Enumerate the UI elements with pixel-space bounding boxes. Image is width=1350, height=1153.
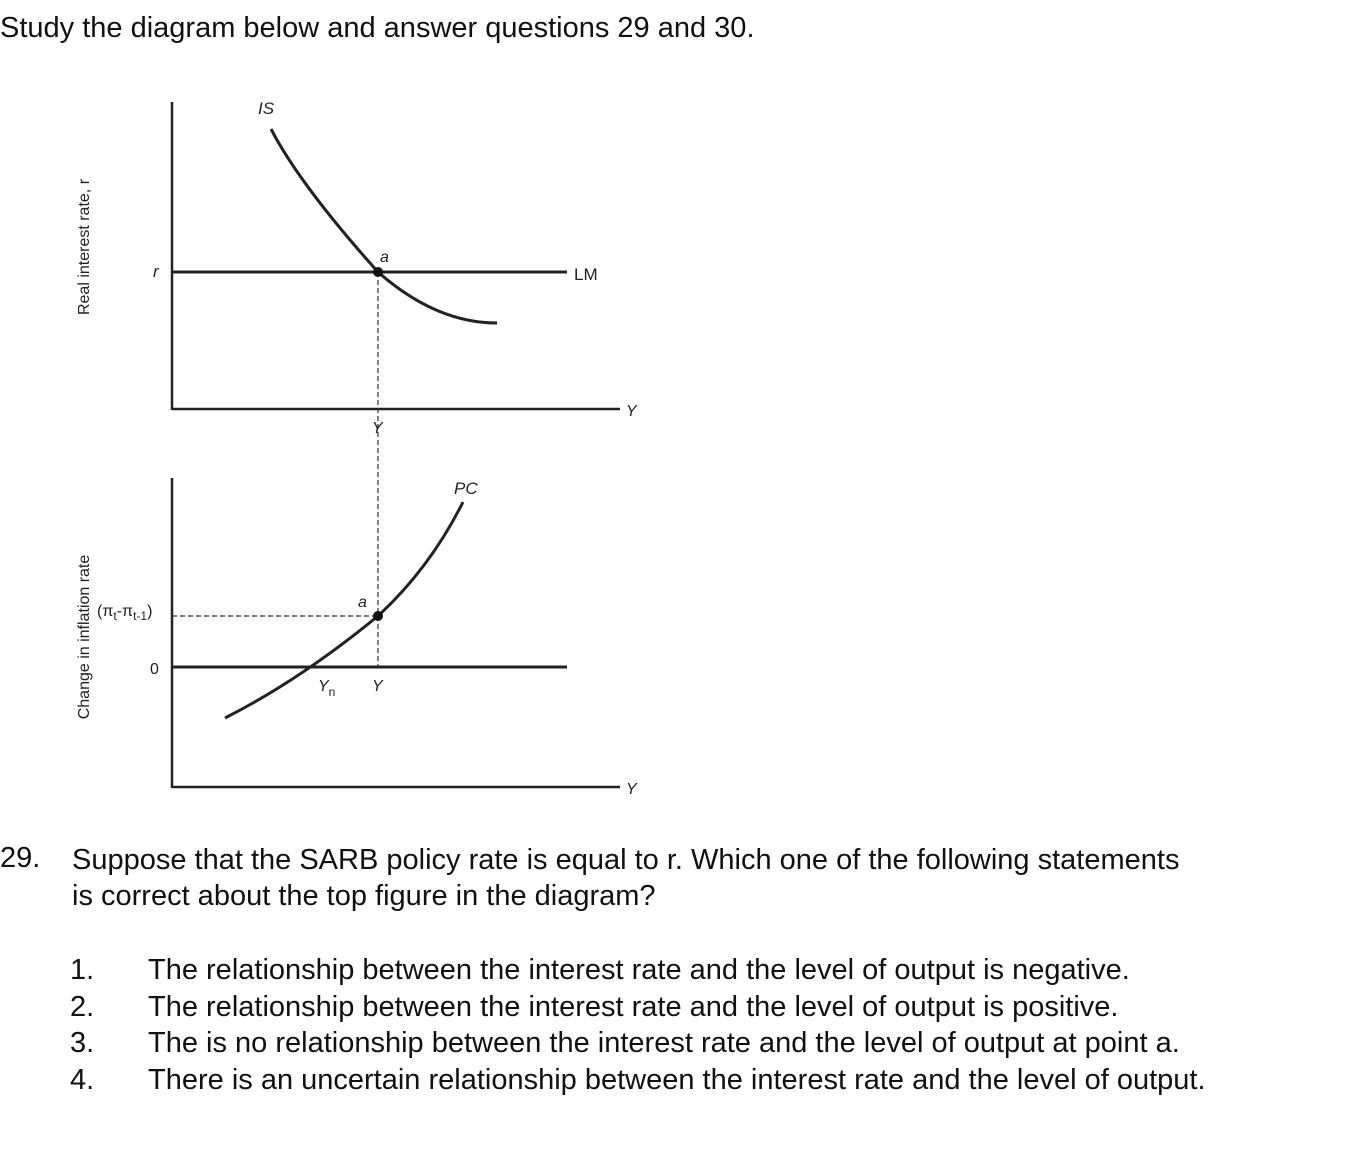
top-equilibrium-point-a (373, 267, 383, 277)
question-text: Suppose that the SARB policy rate is equal to r. Which one of the following statements is correct about the top figure in the diagram? (72, 844, 1180, 912)
is-label: IS (258, 99, 275, 118)
option-number: 4. (70, 1063, 95, 1096)
bottom-point-a-label: a (358, 594, 367, 611)
question-number: 29. (0, 842, 41, 874)
top-r-tick-label: r (153, 262, 159, 281)
top-point-a-label: a (380, 249, 389, 266)
inflation-change-tick-label: $(\pi_t-\pi_{t-1})$ (97, 603, 153, 623)
option-text: The relationship between the interest rate and the level of output is negative. (148, 954, 1130, 986)
bottom-point-a (373, 611, 383, 621)
answer-option (70, 1025, 1206, 1062)
option-text: The relationship between the interest rate and the level of output is positive. (148, 990, 1119, 1023)
yn-label: $Y_n$ (318, 678, 336, 699)
option-number: 1. (70, 954, 95, 986)
lm-label: LM (574, 265, 598, 284)
option-text: The is no relationship between the interest rate and the level of output at point a. (148, 1027, 1180, 1059)
top-x-axis-label: Y (626, 403, 637, 420)
top-y-axis-label: Real interest rate, r (76, 178, 93, 316)
bottom-x-axis-label: Y (626, 781, 637, 798)
zero-tick-label: 0 (150, 661, 159, 678)
option-text: There is an uncertain relationship between the interest rate and the level of output. (148, 1063, 1206, 1096)
intro-text: Study the diagram below and answer questions 29 and 30. (0, 12, 755, 44)
top-y-mark-label: Y (372, 420, 383, 437)
option-number: 3. (70, 1027, 95, 1059)
answer-option (70, 952, 1206, 989)
pc-label: PC (454, 479, 478, 498)
is-lm-pc-diagram (0, 0, 700, 820)
bottom-y-axis-label: Change in inflation rate (76, 554, 93, 720)
answer-option (70, 989, 1206, 1026)
bottom-y-mark-label: Y (372, 678, 383, 695)
option-number: 2. (70, 990, 95, 1023)
is-curve (271, 129, 497, 323)
answer-option (70, 1062, 1206, 1099)
answer-options (70, 952, 1206, 1098)
phillips-curve (225, 502, 463, 718)
